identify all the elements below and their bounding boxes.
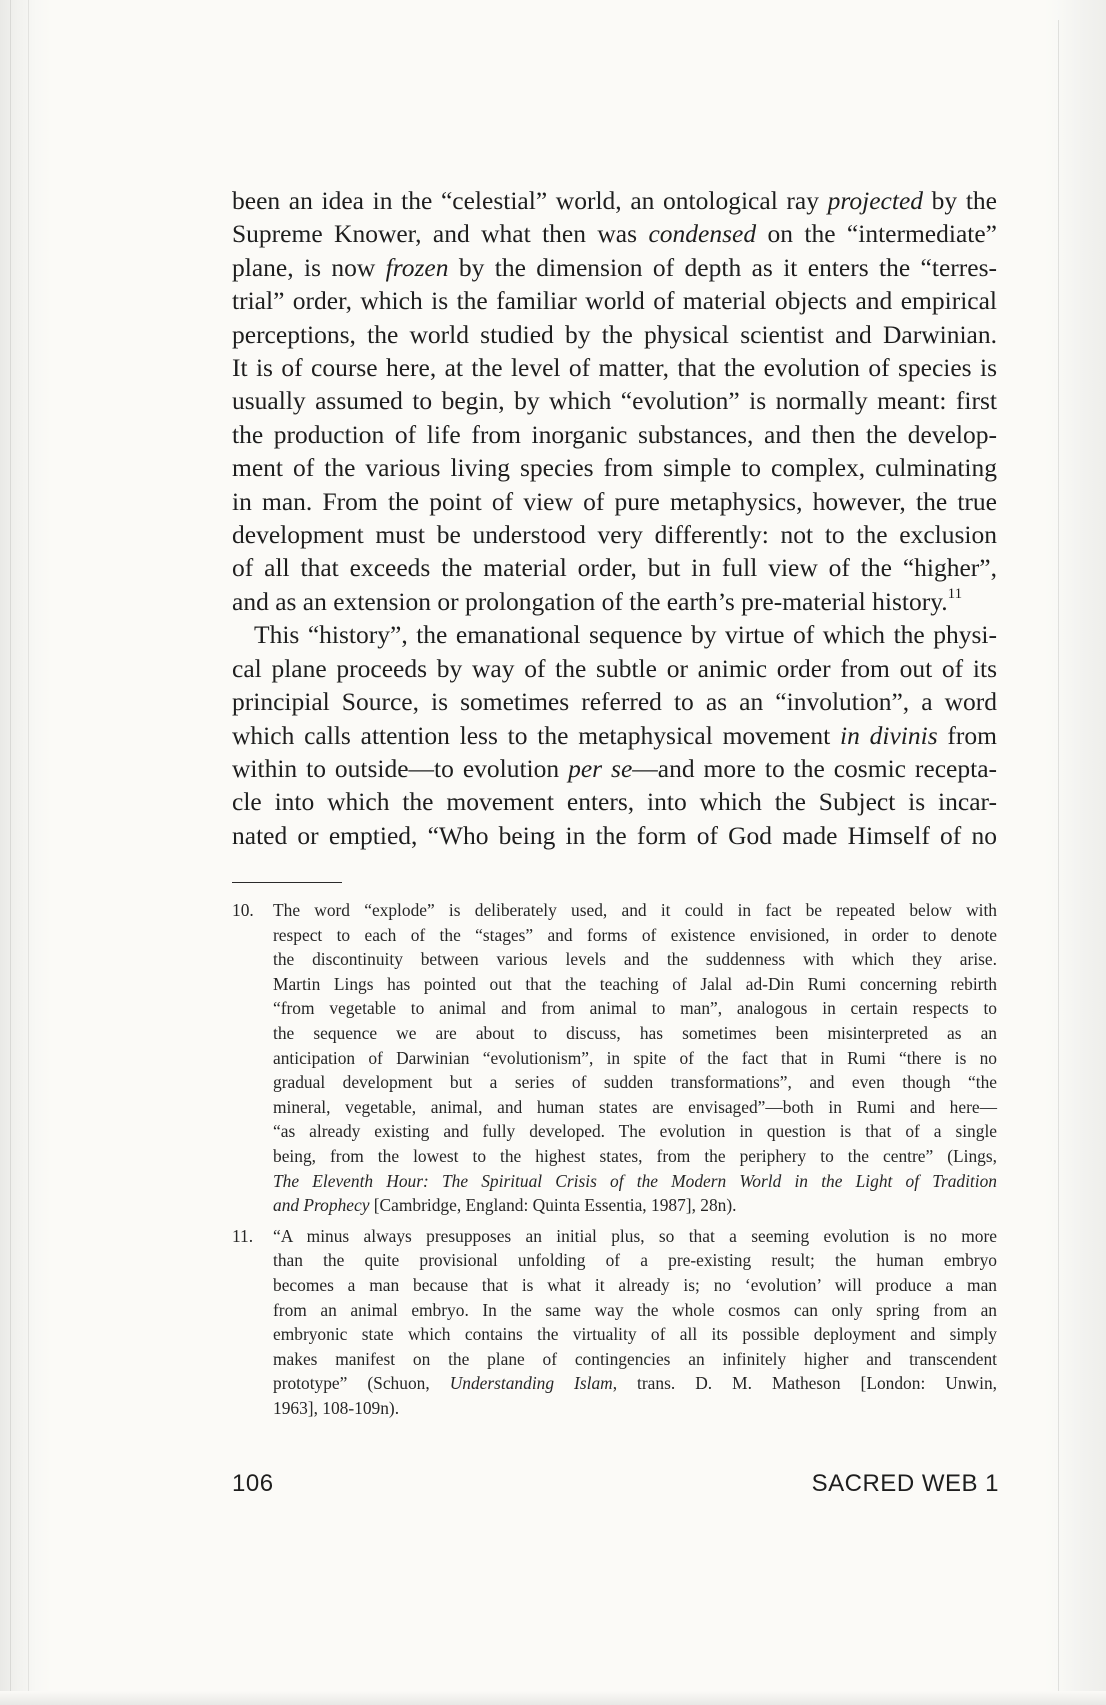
footnote-line: mineral, vegetable, animal, and human states are envisaged”—both in Rumi and here— [273,1096,997,1117]
footnote-line: “as already existing and fully developed. The evolution in question is that of a single [273,1121,997,1142]
footnote-line: “from vegetable to animal and from animal to man”, analogous in certain respects to [273,998,997,1019]
body-line: It is of course here, at the level of matter, that the evolution of species is [232,353,997,383]
footnote-number: 10. [232,900,254,920]
footnote-line: gradual development but a series of sudden transformations”, and even though “the [273,1072,997,1093]
body-line: of all that exceeds the material order, but in full view of the “higher”, [232,553,997,583]
main-body-text [232,184,997,852]
body-line: usually assumed to begin, by which “evolution” is normally meant: first [232,386,997,416]
footnote-line: embryonic state which contains the virtuality of all its possible deployment and simply [273,1324,997,1345]
italic-text: Understanding Islam [449,1373,613,1394]
page-edge-bottom [0,1691,1106,1705]
footnote-line: from an animal embryo. In the same way the whole cosmos can only spring from an [273,1299,997,1320]
body-line: been an idea in the “celestial” world, an ontological ray projected by the [232,186,997,215]
footnotes-section [232,898,997,1420]
footnote-line: makes manifest on the plane of contingencies an infinitely higher and transcendent [273,1348,997,1369]
body-line: in man. From the point of view of pure metaphysics, however, the true [232,486,997,516]
body-line: cal plane proceeds by way of the subtle or animic order from out of its [232,653,997,683]
italic-text: projected [827,186,924,215]
body-line: ment of the various living species from simple to complex, culminating [232,453,997,483]
footnote-separator [232,882,342,883]
body-line: cle into which the movement enters, into which the Subject is incar- [232,787,997,817]
body-line: Supreme Knower, and what then was condensed on the “intermediate” [232,219,997,249]
page-edge-right [1044,0,1106,1705]
body-line: which calls attention less to the metaphysical movement in divinis from [232,720,997,750]
body-line: within to outside—to evolution per se—and more to the cosmic recepta- [232,753,998,783]
footnote-line: respect to each of the “stages” and forms of existence envisioned, in order to denote [273,924,997,945]
body-line: This “history”, the emanational sequence by virtue of which the physi- [254,620,997,650]
italic-text: frozen [385,252,449,282]
footnote [232,898,997,1218]
footnote-line: the sequence we are about to discuss, has sometimes been misinterpreted as an [273,1022,997,1043]
body-line: nated or emptied, “Who being in the form of God made Himself of no [232,820,997,850]
body-line: perceptions, the world studied by the physical scientist and Darwinian. [232,319,997,349]
page-number: 106 [232,1470,274,1497]
body-line: plane, is now frozen by the dimension of depth as it enters the “terres- [232,252,997,282]
footnote-line: the discontinuity between various levels and the suddenness with which they arise. [273,949,997,970]
footnote-line: Martin Lings has pointed out that the teaching of Jalal ad-Din Rumi concerning rebirth [273,973,997,994]
body-line: principial Source, is sometimes referred to as an “involution”, a word [232,687,997,717]
footnote [232,1224,997,1421]
footnote-line: than the quite provisional unfolding of a pre-existing result; the human embryo [273,1250,997,1271]
footnote-line [273,1169,997,1194]
italic-text: condensed [648,219,757,249]
italic-text: per se [568,753,633,783]
italic-text: The Eleventh Hour: The Spiritual Crisis of the Modern World in the Light of Tradition [273,1170,997,1191]
page-gutter-left [0,0,52,1705]
footnote-line: being, from the lowest to the highest states, from the periphery to the centre” (Lings, [273,1145,997,1166]
italic-text: and Prophecy [273,1195,370,1216]
footnote-line: 1963], 108-109n). [273,1397,400,1418]
footnote-line: and Prophecy [Cambridge, England: Quinta Essentia, 1987], 28n). [273,1195,737,1216]
body-line: and as an extension or prolongation of the earth’s pre-material history.$^{11}$ [232,586,963,616]
footnote-line: “A minus always presupposes an initial plus, so that a seeming evolution is no more [273,1225,997,1246]
footnote-line: prototype” (Schuon, Understanding Islam, trans. D. M. Matheson [London: Unwin, [273,1373,997,1394]
footnote-line: The word “explode” is deliberately used, and it could in fact be repeated below with [273,900,997,920]
footnote-number: 11. [232,1225,254,1246]
body-line: development must be understood very differently: not to the exclusion [232,520,997,550]
footnote-line: becomes a man because that is what it already is; no ‘evolution’ will produce a man [273,1274,997,1295]
footnote-line: anticipation of Darwinian “evolutionism”, in spite of the fact that in Rumi “there is no [273,1047,997,1068]
body-line: trial” order, which is the familiar world of material objects and empirical [232,286,997,316]
running-footer-title: SACRED WEB 1 [811,1470,999,1497]
body-line: the production of life from inorganic substances, and then the develop- [232,419,997,449]
italic-text: in divinis [840,720,938,750]
footnote-reference: 11 [947,586,963,603]
